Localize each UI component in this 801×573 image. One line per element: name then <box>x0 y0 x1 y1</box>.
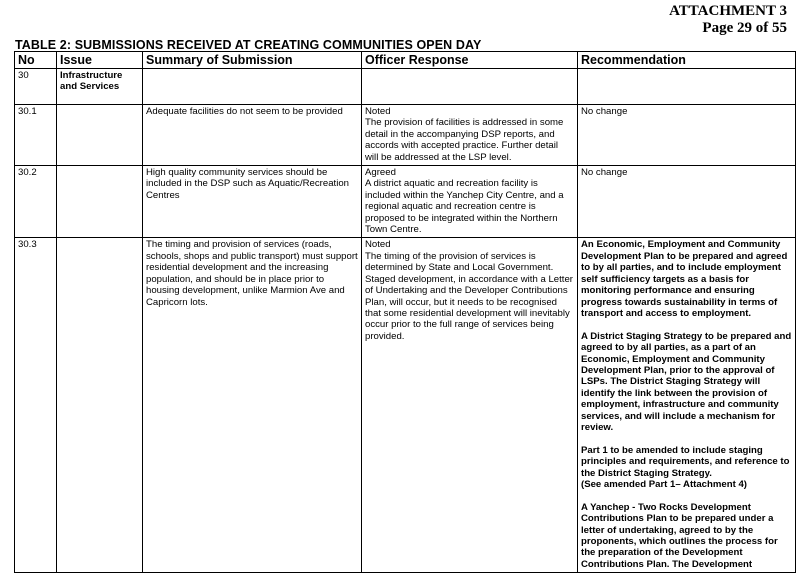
cell-no: 30.1 <box>15 105 57 166</box>
page-number: Page 29 of 55 <box>702 20 787 36</box>
header-issue: Issue <box>57 52 143 69</box>
cell-officer-response <box>362 69 578 105</box>
cell-recommendation <box>578 238 796 573</box>
cell-recommendation: No change <box>578 105 796 166</box>
recommendation-paragraph: A District Staging Strategy to be prepared and agreed to by all parties, as a part of an Economic, Employment and Community Development Plan, prior to the approval of LSPs. The District Staging Strategy will identify the link between the provision of employment, infrastructure and community services, and will include a mechanism for review. <box>581 330 792 433</box>
cell-no: 30.2 <box>15 166 57 238</box>
response-status: Noted <box>365 106 391 117</box>
table-header-row <box>15 52 796 69</box>
response-text: A district aquatic and recreation facility is included within the Yanchep City Centre, and a regional aquatic and recreation centre is proposed to be integrated within the Northern Town Centre. <box>365 178 564 236</box>
cell-summary: The timing and provision of services (roads, schools, shops and public transport) must support residential development and the increasing population, and should be in place prior to housing development, unlike Marmion Ave and Capricorn lots. <box>143 238 362 573</box>
cell-officer-response <box>362 166 578 238</box>
table-row <box>15 105 796 166</box>
header-summary: Summary of Submission <box>143 52 362 69</box>
response-status: Agreed <box>365 167 396 179</box>
cell-no: 30.3 <box>15 238 57 573</box>
paragraph-spacer <box>581 490 792 501</box>
cell-recommendation: No change <box>578 166 796 238</box>
attachment-label: ATTACHMENT 3 <box>669 3 787 19</box>
cell-recommendation <box>578 69 796 105</box>
submissions-table <box>14 51 796 573</box>
cell-officer-response <box>362 105 578 166</box>
paragraph-spacer <box>581 433 792 444</box>
recommendation-paragraph: An Economic, Employment and Community Development Plan to be prepared and agreed to by all parties, and to include employment self sufficiency targets as a basis for monitoring performance and ensuring progress towards sustainability in terms of transport and access to employment. <box>581 239 788 319</box>
paragraph-spacer <box>581 319 792 330</box>
recommendation-paragraph: Part 1 to be amended to include staging principles and requirements, and reference to the District Staging Strategy. <box>581 444 790 479</box>
table-row <box>15 69 796 105</box>
cell-issue <box>57 105 143 166</box>
cell-summary: Adequate facilities do not seem to be provided <box>143 105 362 166</box>
header-no: No <box>15 52 57 69</box>
header-recommendation: Recommendation <box>578 52 796 69</box>
cell-issue <box>57 238 143 573</box>
response-status: Noted <box>365 239 391 251</box>
table-row <box>15 238 796 573</box>
response-text: The timing of the provision of services is determined by State and Local Government. Staged development, in accordance with a Letter of Undertaking and the Developer Contributions Plan, will occur, but it needs to be recognised that some residential development will inevitably occur prior to the full range of services being provided. <box>365 250 573 342</box>
cell-issue <box>57 166 143 238</box>
cell-officer-response <box>362 238 578 573</box>
response-text: The provision of facilities is addressed in some detail in the accompanying DSP reports, and accords with accepted practice. Further detail will be addressed at the LSP level. <box>365 117 564 163</box>
recommendation-paragraph: (See amended Part 1– Attachment 4) <box>581 478 747 490</box>
cell-summary <box>143 69 362 105</box>
table-title: TABLE 2: SUBMISSIONS RECEIVED AT CREATING COMMUNITIES OPEN DAY <box>15 38 482 52</box>
cell-no: 30 <box>15 69 57 105</box>
header-officer-response: Officer Response <box>362 52 578 69</box>
attachment-header <box>669 3 787 37</box>
cell-issue: Infrastructure and Services <box>57 69 143 105</box>
recommendation-paragraph: A Yanchep - Two Rocks Development Contributions Plan to be prepared under a letter of undertaking, agreed to by the proponents, which outlines the process for the preparation of the Development Contributions Plan. The Development <box>581 501 778 570</box>
table-row <box>15 166 796 238</box>
cell-summary: High quality community services should be included in the DSP such as Aquatic/Recreation Centres <box>143 166 362 238</box>
